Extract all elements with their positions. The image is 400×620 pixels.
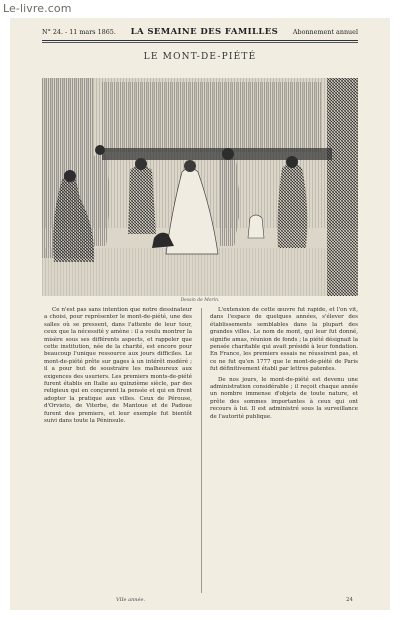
subscription-note: Abonnement annuel [292, 28, 358, 36]
figure-lady-head [184, 160, 196, 172]
figure-child-light [248, 215, 264, 238]
figure-woman-right-head [286, 156, 298, 168]
article-title: LE MONT-DE-PIÉTÉ [143, 52, 257, 62]
figure-standing-man-head [95, 145, 105, 155]
paragraph-right-2: De nos jours, le mont-de-piété est devenu une administration considérable ; il reçoit chaque année un nombre immense d'objets de toute nature, et prête des sommes importantes à ceux qui ont recours à lui. Il est administré sous la surveillance de l'autorité publique. [210, 376, 358, 420]
paragraph-right-1: L'extension de cette œuvre fut rapide, et l'on vit, dans l'espace de quelques années, s'élever des établissements semblables dans la plupart des grandes villes. Le nom de mont, qui leur fut donné, signifie amas, réunion de fonds ; la piété désignait la pensée charitable qui avait présidé à leur fondation. En France, les premiers essais ne réussirent pas, et ce ne fut qu'en 1777 que le mont-de-piété de Paris fut définitivement établi par lettres patentes. [210, 307, 358, 373]
illustration-caption: Dessin de Morin. [180, 298, 220, 303]
text-column-left [44, 307, 192, 593]
figure-man-center-head [222, 148, 234, 160]
watermark: Le-livre.com [3, 2, 72, 15]
page-number: 24 [346, 597, 353, 603]
issue-number: N° 24. - 11 mars 1865. [42, 28, 116, 36]
window-shutters [102, 82, 322, 152]
figure-woman-right [278, 163, 308, 248]
volume-note: VIIe année. [116, 597, 146, 603]
figure-center-left-head [135, 158, 147, 170]
header-rule-thin [42, 42, 358, 43]
masthead: LA SEMAINE DES FAMILLES [130, 27, 279, 37]
page-header [42, 26, 358, 38]
header-rule [42, 40, 358, 41]
counter [102, 148, 332, 160]
paragraph-left-1: Ce n'est pas sans intention que notre dessinateur a choisi, pour représenter le mont-de-piété, une des salles où se pressent, dans l'attente de leur tour, ceux que la nécessité y amène : il a voulu montrer la misère sous ses différents aspects, et rappeler que cette institution, née de la charité, est encore pour beaucoup l'unique ressource aux jours difficiles. Le mont-de-piété prête sur gages à un intérêt modéré ; il a pour but de soustraire les malheureux aux exigences des usuriers. Les premiers monts-de-piété furent établis en Italie au quinzième siècle, par des religieux qui en conçurent la pensée et qui en firent adopter la pratique aux villes. Ceux de Pérouse, d'Orvieto, de Viterbe, de Mantoue et de Padoue furent des premiers, et leur exemple fut bientôt suivi dans toute la Péninsule. [44, 307, 192, 425]
figure-seated-woman-head [64, 170, 76, 182]
figure-group-center-left [128, 165, 156, 234]
engraving-illustration [42, 78, 358, 296]
text-column-right [210, 307, 358, 593]
column-divider [201, 308, 202, 593]
